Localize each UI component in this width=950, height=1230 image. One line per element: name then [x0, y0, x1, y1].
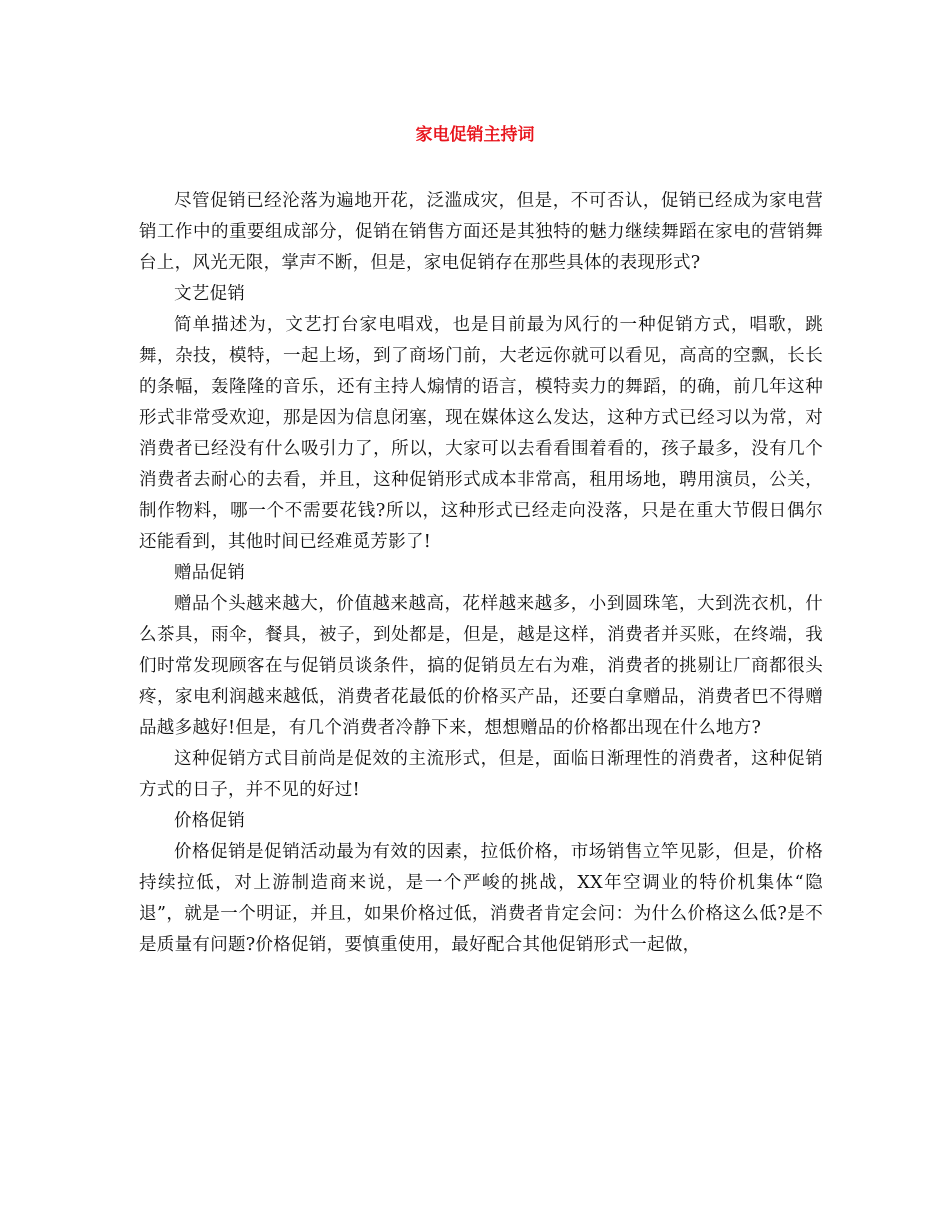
section-heading: 赠品促销	[174, 563, 246, 583]
paragraph: 这种促销方式目前尚是促效的主流形式，但是，面临日渐理性的消费者，这种促销方式的日子，并不见的好过!	[139, 749, 823, 800]
paragraph: 赠品个头越来越大，价值越来越高，花样越来越多，小到圆珠笔，大到洗衣机，什么茶具，雨伞，餐具，被子，到处都是，但是，越是这样，消费者并买账，在终端，我们时常发现顾客在与促销员谈条件，搞的促销员左右为难，消费者的挑剔让厂商都很头疼，家电利润越来越低，消费者花最低的价格买产品，还要白拿赠品，消费者巴不得赠品越多越好!但是，有几个消费者冷静下来，想想赠品的价格都出现在什么地方?	[139, 594, 823, 738]
document-body	[139, 186, 823, 961]
paragraph: 简单描述为，文艺打台家电唱戏，也是目前最为风行的一种促销方式，唱歌，跳舞，杂技，模特，一起上场，到了商场门前，大老远你就可以看见，高高的空飘，长长的条幅，轰隆隆的音乐，还有主持人煽情的语言，模特卖力的舞蹈，的确，前几年这种形式非常受欢迎，那是因为信息闭塞，现在媒体这么发达，这种方式已经习以为常，对消费者已经没有什么吸引力了，所以，大家可以去看看围着看的，孩子最多，没有几个消费者去耐心的去看，并且，这种促销形式成本非常高，租用场地，聘用演员，公关，制作物料，哪一个不需要花钱?所以，这种形式已经走向没落，只是在重大节假日偶尔还能看到，其他时间已经难觅芳影了!	[139, 315, 823, 552]
paragraph: 尽管促销已经沦落为遍地开花，泛滥成灾，但是，不可否认，促销已经成为家电营销工作中的重要组成部分，促销在销售方面还是其独特的魅力继续舞蹈在家电的营销舞台上，风光无限，掌声不断，但是，家电促销存在那些具体的表现形式?	[139, 191, 823, 273]
paragraph: 价格促销是促销活动最为有效的因素，拉低价格，市场销售立竿见影，但是，价格持续拉低，对上游制造商来说，是一个严峻的挑战，XX年空调业的特价机集体“隐退”，就是一个明证，并且，如果价格过低，消费者肯定会问：为什么价格这么低?是不是质量有问题?价格促销，要慎重使用，最好配合其他促销形式一起做，	[139, 842, 823, 955]
section-heading: 价格促销	[174, 811, 246, 831]
section-heading: 文艺促销	[174, 284, 246, 304]
document-title: 家电促销主持词	[415, 125, 535, 145]
